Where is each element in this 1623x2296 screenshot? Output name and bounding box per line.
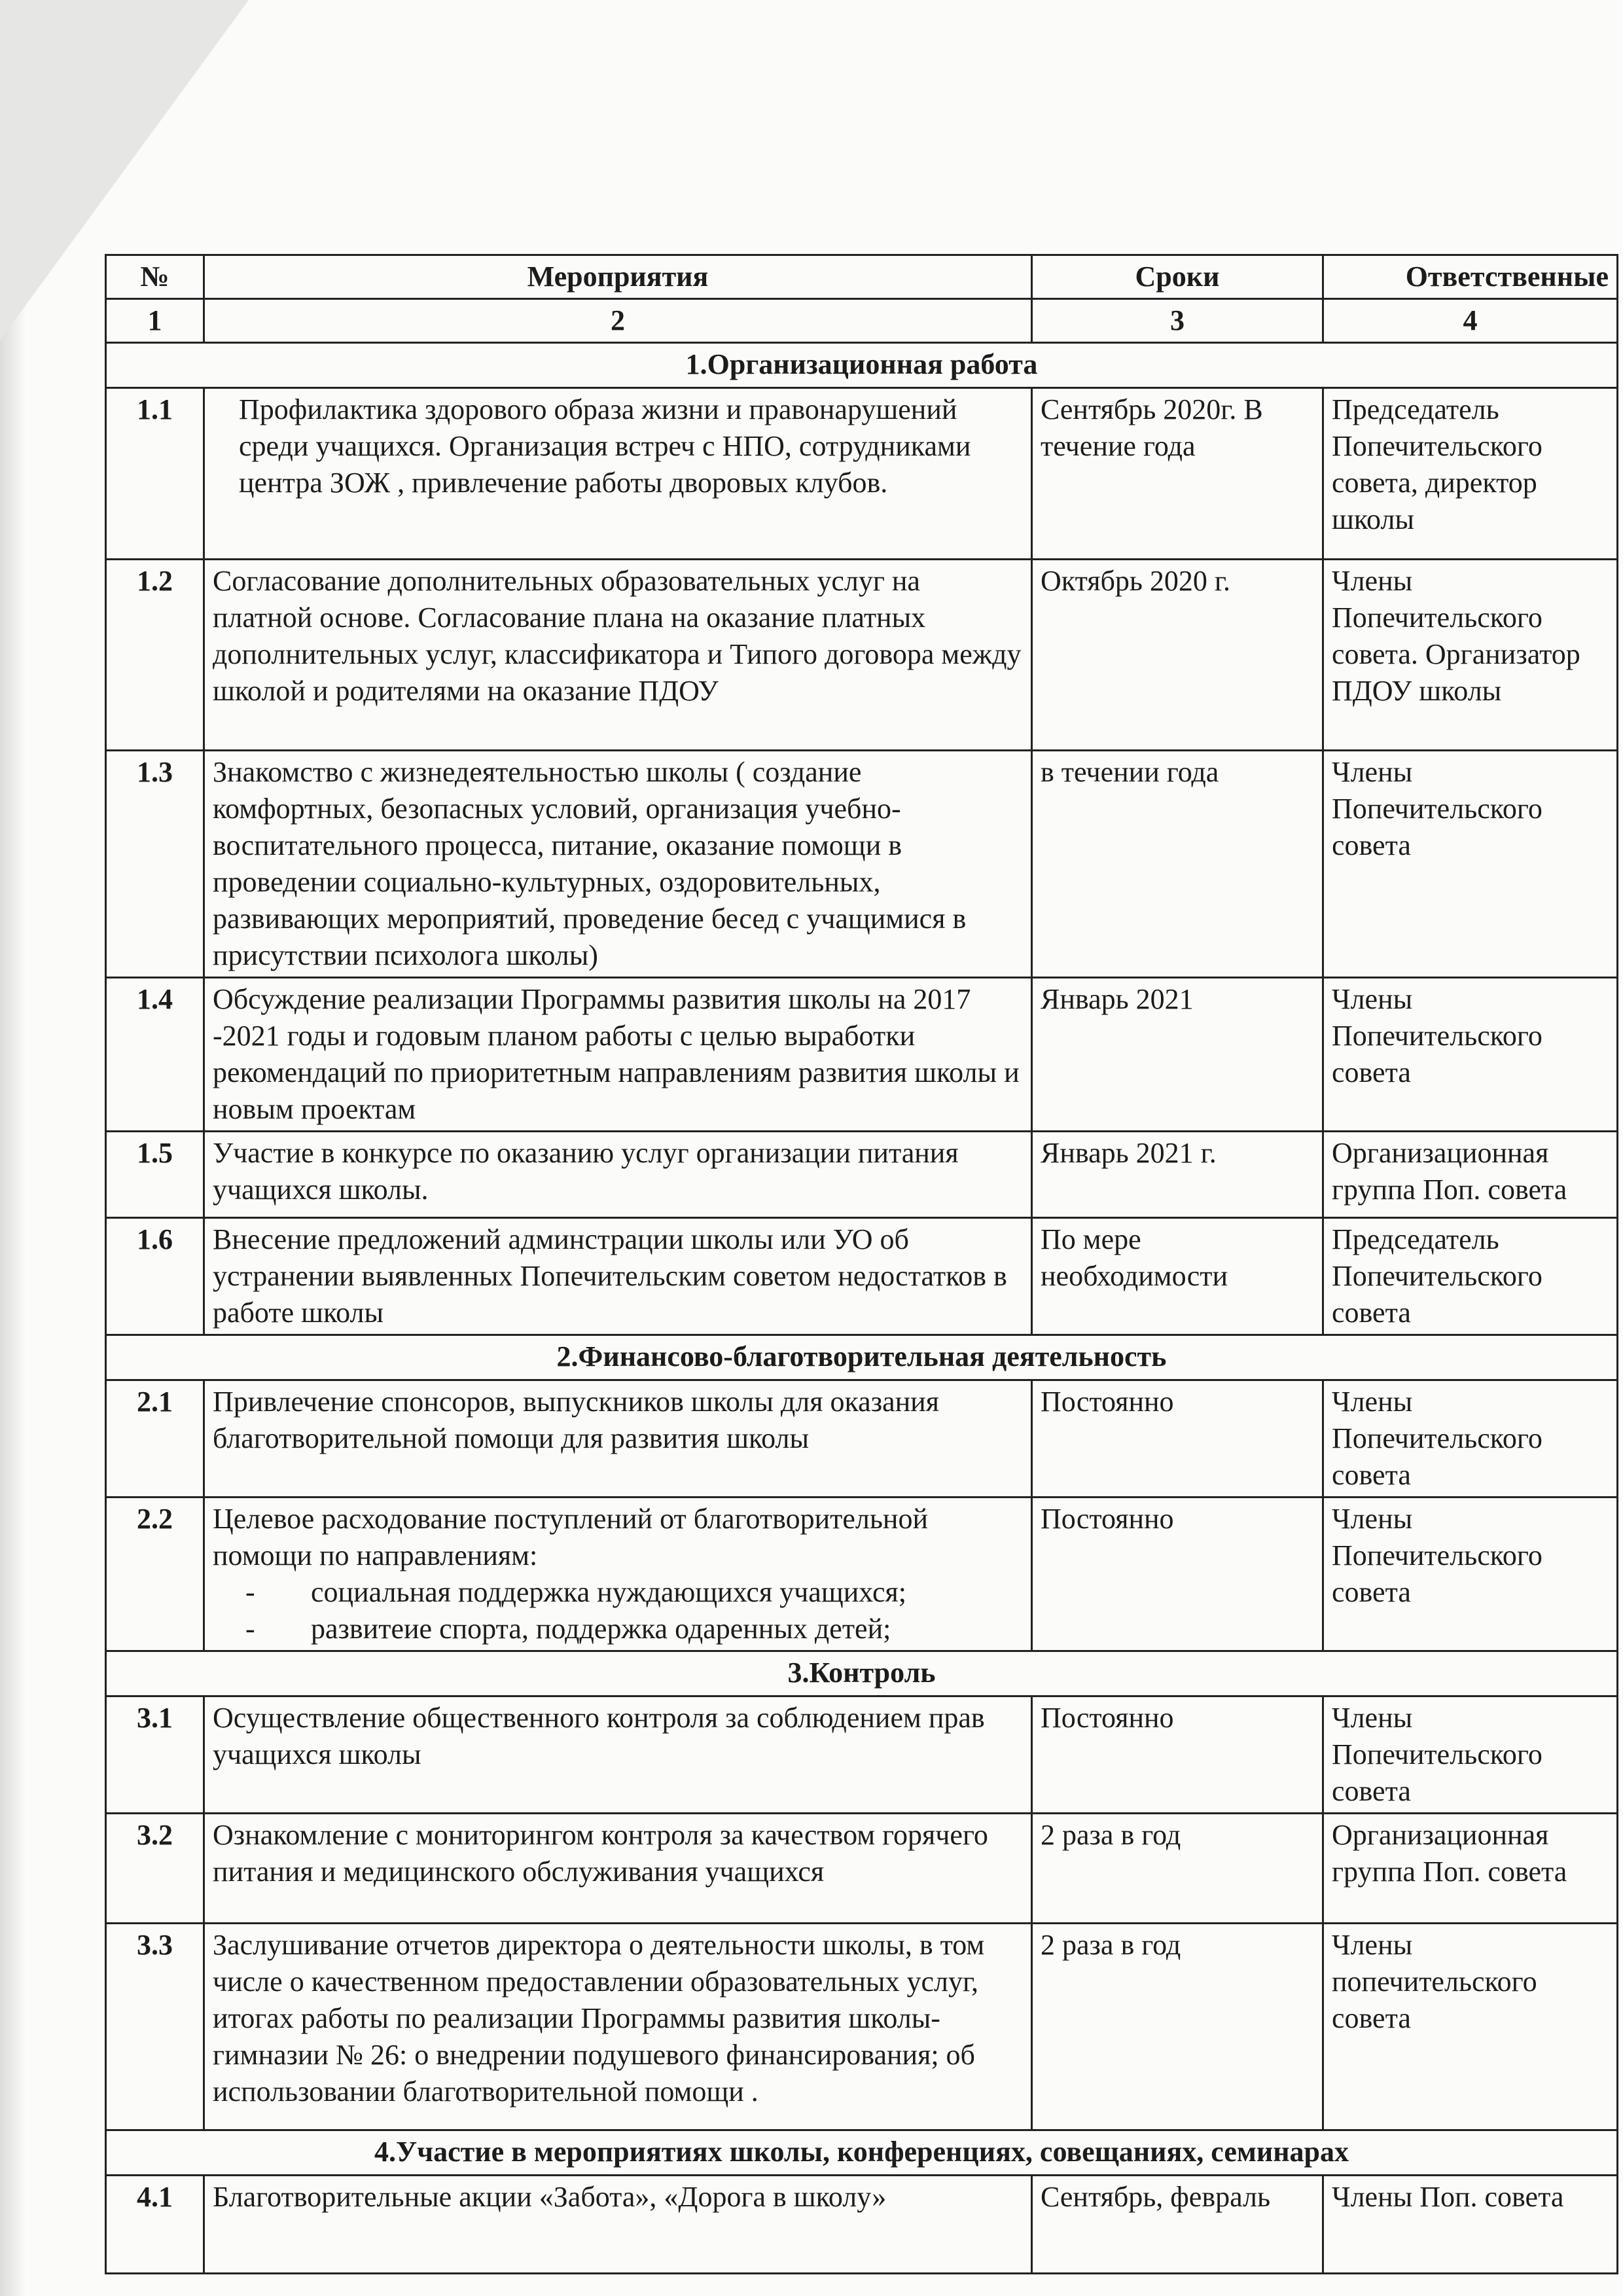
event-cell	[204, 388, 1032, 560]
term-cell: Постоянно	[1032, 1498, 1323, 1651]
row-number: 2.1	[106, 1380, 204, 1498]
responsible-cell: Члены попечительского совета	[1323, 1924, 1618, 2130]
section-header-row	[106, 2130, 1618, 2176]
table-row	[106, 978, 1618, 1132]
term-cell: Октябрь 2020 г.	[1032, 560, 1323, 751]
header-row	[106, 255, 1618, 299]
table-row	[106, 1924, 1618, 2130]
table-row	[106, 751, 1618, 978]
section-title: 2.Финансово-благотворительная деятельность	[106, 1335, 1618, 1380]
table-row	[106, 1218, 1618, 1335]
table-row	[106, 1814, 1618, 1924]
table-row	[106, 1380, 1618, 1498]
term-cell: Сентябрь, февраль	[1032, 2176, 1323, 2274]
event-cell	[204, 1132, 1032, 1218]
event-cell	[204, 560, 1032, 751]
event-cell	[204, 1218, 1032, 1335]
event-text: Благотворительные акции «Забота», «Дорога в школу»	[213, 2181, 887, 2213]
event-text: Обсуждение реализации Программы развития школы на 2017 -2021 годы и годовым планом работы с целью выработки рекомендаций по приоритетным направлениям развития школы и новым проектам	[213, 983, 1020, 1125]
section-title: 1.Организационная работа	[106, 343, 1618, 388]
event-cell	[204, 1814, 1032, 1924]
row-number: 2.2	[106, 1498, 204, 1651]
event-cell	[204, 1924, 1032, 2130]
responsible-cell: Организационная группа Поп. совета	[1323, 1132, 1618, 1218]
list-item: - социальная поддержка нуждающихся учащихся;	[311, 1574, 1023, 1611]
page-edge-shadow	[0, 0, 26, 2296]
row-number: 1.6	[106, 1218, 204, 1335]
index-cell: 2	[204, 299, 1032, 343]
term-cell: Январь 2021	[1032, 978, 1323, 1132]
row-number: 3.1	[106, 1696, 204, 1814]
index-cell: 4	[1323, 299, 1618, 343]
event-text: Профилактика здорового образа жизни и правонарушений среди учащихся. Организация встреч с НПО, сотрудниками центра ЗОЖ , привлечение работы дворовых клубов.	[239, 393, 971, 499]
table-row	[106, 2176, 1618, 2274]
row-number: 3.2	[106, 1814, 204, 1924]
event-cell	[204, 751, 1032, 978]
term-cell: 2 раза в год	[1032, 1814, 1323, 1924]
section-header-row	[106, 343, 1618, 388]
responsible-cell: Члены Попечительского совета	[1323, 1498, 1618, 1651]
event-bullet-list	[213, 1574, 1023, 1647]
table-row	[106, 388, 1618, 560]
row-number: 4.1	[106, 2176, 204, 2274]
row-number: 3.3	[106, 1924, 204, 2130]
event-cell	[204, 1380, 1032, 1498]
event-text: Участие в конкурсе по оказанию услуг организации питания учащихся школы.	[213, 1137, 959, 1206]
event-text: Знакомство с жизнедеятельностью школы ( создание комфортных, безопасных условий, организация учебно-воспитательного процесса, питание, оказание помощи в проведении социально-культурных, оздоровительных, развивающих мероприятий, проведение бесед с учащимися в присутствии психолога школы)	[213, 756, 967, 971]
table-row	[106, 1696, 1618, 1814]
term-cell: Постоянно	[1032, 1380, 1323, 1498]
header-number: №	[106, 255, 204, 299]
row-number: 1.3	[106, 751, 204, 978]
event-text: Осуществление общественного контроля за соблюдением прав учащихся школы	[213, 1702, 985, 1770]
index-row	[106, 299, 1618, 343]
term-cell: в течении года	[1032, 751, 1323, 978]
header-terms: Сроки	[1032, 255, 1323, 299]
term-cell: 2 раза в год	[1032, 1924, 1323, 2130]
responsible-cell: Члены Попечительского совета. Организатор ПДОУ школы	[1323, 560, 1618, 751]
responsible-cell: Члены Попечительского совета	[1323, 978, 1618, 1132]
row-number: 1.5	[106, 1132, 204, 1218]
section-header-row	[106, 1335, 1618, 1380]
responsible-cell: Члены Попечительского совета	[1323, 1696, 1618, 1814]
term-cell: По мере необходимости	[1032, 1218, 1323, 1335]
list-item: - развитеие спорта, поддержка одаренных детей;	[311, 1611, 1023, 1647]
row-number: 1.1	[106, 388, 204, 560]
plan-body	[106, 343, 1618, 2274]
responsible-cell: Члены Попечительского совета	[1323, 751, 1618, 978]
responsible-cell: Организационная группа Поп. совета	[1323, 1814, 1618, 1924]
event-cell	[204, 2176, 1032, 2274]
section-title: 3.Контроль	[106, 1651, 1618, 1696]
term-cell: Январь 2021 г.	[1032, 1132, 1323, 1218]
index-cell: 1	[106, 299, 204, 343]
event-text: Ознакомление с мониторингом контроля за качеством горячего питания и медицинского обслуживания учащихся	[213, 1819, 988, 1888]
responsible-cell: Председатель Попечительского совета, директор школы	[1323, 388, 1618, 560]
responsible-cell: Члены Попечительского совета	[1323, 1380, 1618, 1498]
header-events: Мероприятия	[204, 255, 1032, 299]
term-cell: Постоянно	[1032, 1696, 1323, 1814]
term-cell: Сентябрь 2020г. В течение года	[1032, 388, 1323, 560]
index-cell: 3	[1032, 299, 1323, 343]
header-responsible: Ответственные	[1323, 255, 1618, 299]
table-row	[106, 560, 1618, 751]
event-text: Целевое расходование поступлений от благотворительной помощи по направлениям:	[213, 1503, 929, 1571]
event-cell	[204, 1696, 1032, 1814]
plan-table	[105, 254, 1618, 2274]
event-cell	[204, 1498, 1032, 1651]
event-text: Заслушивание отчетов директора о деятельности школы, в том числе о качественном предоставлении образовательных услуг, итогах работы по реализации Программы развития школы- гимназии № 26: о внедрении подушевого финансирования; об использовании благотворительной помощи .	[213, 1929, 985, 2108]
responsible-cell: Члены Поп. совета	[1323, 2176, 1618, 2274]
table-row	[106, 1132, 1618, 1218]
responsible-cell: Председатель Попечительского совета	[1323, 1218, 1618, 1335]
event-cell	[204, 978, 1032, 1132]
event-text: Привлечение спонсоров, выпускников школы для оказания благотворительной помощи для развития школы	[213, 1386, 939, 1454]
section-title: 4.Участие в мероприятиях школы, конференциях, совещаниях, семинарах	[106, 2130, 1618, 2176]
row-number: 1.4	[106, 978, 204, 1132]
event-text: Внесение предложений админстрации школы или УО об устранении выявленных Попечительским советом недостатков в работе школы	[213, 1223, 1007, 1329]
section-header-row	[106, 1651, 1618, 1696]
row-number: 1.2	[106, 560, 204, 751]
event-text: Согласование дополнительных образовательных услуг на платной основе. Согласование плана на оказание платных дополнительных услуг, классификатора и Типого договора между школой и родителями на оказание ПДОУ	[213, 565, 1022, 707]
table-row	[106, 1498, 1618, 1651]
